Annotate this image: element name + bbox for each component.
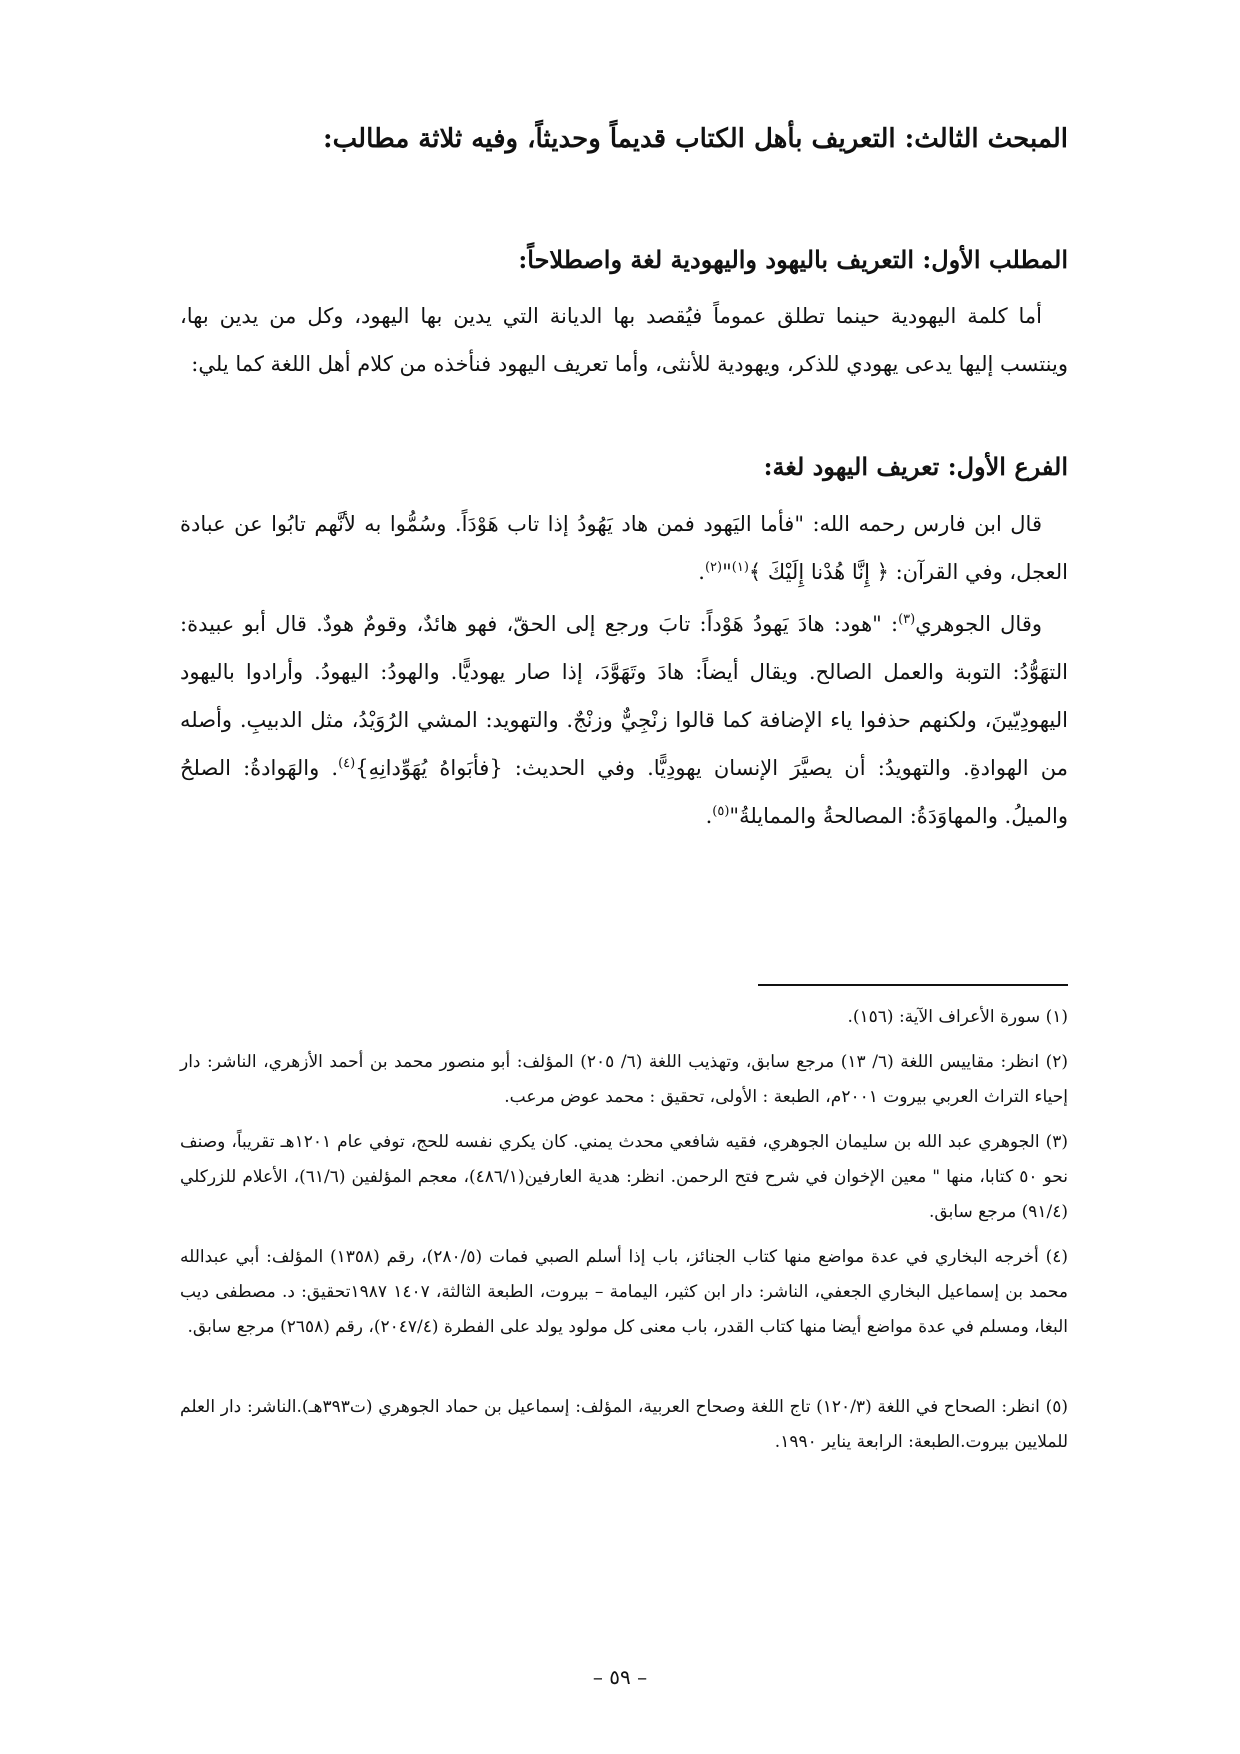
footnote-4: (٤) أخرجه البخاري في عدة مواضع منها كتاب الجنائز، باب إذا أسلم الصبي فمات (٢٨٠/٥)، رقم (١٣٥٨) المؤلف: أبي عبدالله محمد بن إسماعيل البخاري الجعفي، الناشر: دار ابن كثير، اليمامة – بيروت، الطبعة الثالثة، ١٤٠٧ ١٩٨٧تحقيق: د. مصطفى ديب البغا، ومسلم في عدة مواضع أيضا منها كتاب القدر، باب معنى كل مولود يولد على الفطرة (٢٠٤٧/٤)، رقم (٢٦٥٨) مرجع سابق.	[180, 1247, 1068, 1337]
paragraph-end: .	[705, 804, 713, 828]
quote-mark: "	[722, 560, 732, 584]
footnote-ref-1[interactable]: (١)	[731, 560, 749, 575]
footnote-separator	[758, 984, 1068, 986]
chapter-title: المبحث الثالث: التعريف بأهل الكتاب قديماً وحديثاً، وفيه ثلاثة مطالب:	[323, 124, 1068, 154]
page-number: – ٥٩ –	[592, 1665, 648, 1689]
footnote-3: (٣) الجوهري عبد الله بن سليمان الجوهري، فقيه شافعي محدث يمني. كان يكري نفسه للحج، توفي عام ١٢٠١هـ تقريباً، وصنف نحو ٥٠ كتابا، منها " معين الإخوان في شرح فتح الرحمن. انظر: هدية العارفين(٤٨٦/١)، معجم المؤلفين (٦١/٦)، الأعلام للزركلي (٩١/٤) مرجع سابق.	[180, 1132, 1068, 1222]
footnote-1: (١) سورة الأعراف الآية: (١٥٦).	[847, 1007, 1068, 1027]
footnote-ref-2[interactable]: (٢)	[704, 560, 723, 575]
footnote-5: (٥) انظر: الصحاح في اللغة (١٢٠/٣) تاج اللغة وصحاح العربية، المؤلف: إسماعيل بن حماد الجوهري (ت٣٩٣هـ).الناشر: دار العلم للملايين بيروت.الطبعة: الرابعة يناير ١٩٩٠.	[180, 1397, 1069, 1452]
footnote-ref-4[interactable]: (٤)	[338, 756, 356, 771]
paragraph-end: .	[698, 560, 705, 584]
section-heading: المطلب الأول: التعريف باليهود واليهودية لغة واصطلاحاً:	[518, 245, 1068, 274]
section-intro-paragraph: أما كلمة اليهودية حينما تطلق عموماً فيُقصد بها الديانة التي يدين بها اليهود، وكل من يدين بها، وينتسب إليها يدعى يهودي للذكر، ويهودية للأنثى، وأما تعريف اليهود فنأخذه من كلام أهل اللغة كما يلي:	[180, 304, 1068, 376]
jawhari-intro: وقال الجوهري	[915, 612, 1042, 636]
jawhari-paragraph	[180, 600, 1068, 840]
jawhari-quote: : "هود: هادَ يَهودُ هَوْداً: تابَ ورجع إلى الحقّ، فهو هائدٌ، وقومٌ هودٌ. قال أبو عبيدة: التهَوُّدُ: التوبة والعمل الصالح. ويقال أيضاً: هادَ وتَهَوَّدَ، إذا صار يهوديًّا. والهودُ: اليهودُ. وأرادوا باليهود اليهودِيّينَ، ولكنهم حذفوا ياء الإضافة كما قالوا زنْجِيٌّ وزنْجٌ. والتهويد: المشي الرُوَيْدُ، مثل الدبيبِ. وأصله من الهوادةِ. والتهويدُ: أن يصيَّرَ الإنسان يهودِيًّا. وفي الحديث: {فأبَواهُ يُهَوِّدانِهِ}	[180, 612, 1068, 780]
footnote-ref-3[interactable]: (٣)	[898, 612, 916, 627]
branch-heading: الفرع الأول: تعريف اليهود لغة:	[763, 452, 1068, 481]
ibn-faris-quote: قال ابن فارس رحمه الله: "فأما اليَهود فمن هاد يَهُودُ إذا تاب هَوْدَاً. وسُمُّوا به لأنَّهم تابُوا عن عبادة العجل، وفي القرآن: ﴿ إِنَّا هُدْنا إِلَيْكَ ﴾	[180, 512, 1068, 584]
jawhari-quote-end: . والهَوادةُ: الصلحُ والميلُ. والمهاوَدَةُ: المصالحةُ والممايلةُ"	[180, 756, 1068, 828]
ibn-faris-paragraph	[180, 500, 1068, 596]
footnote-ref-5[interactable]: (٥)	[712, 804, 730, 819]
footnote-2: (٢) انظر: مقاييس اللغة (٦/ ١٣) مرجع سابق، وتهذيب اللغة (٦/ ٢٠٥) المؤلف: أبو منصور محمد بن أحمد الأزهري، الناشر: دار إحياء التراث العربي بيروت ٢٠٠١م، الطبعة : الأولى، تحقيق : محمد عوض مرعب.	[180, 1052, 1069, 1107]
